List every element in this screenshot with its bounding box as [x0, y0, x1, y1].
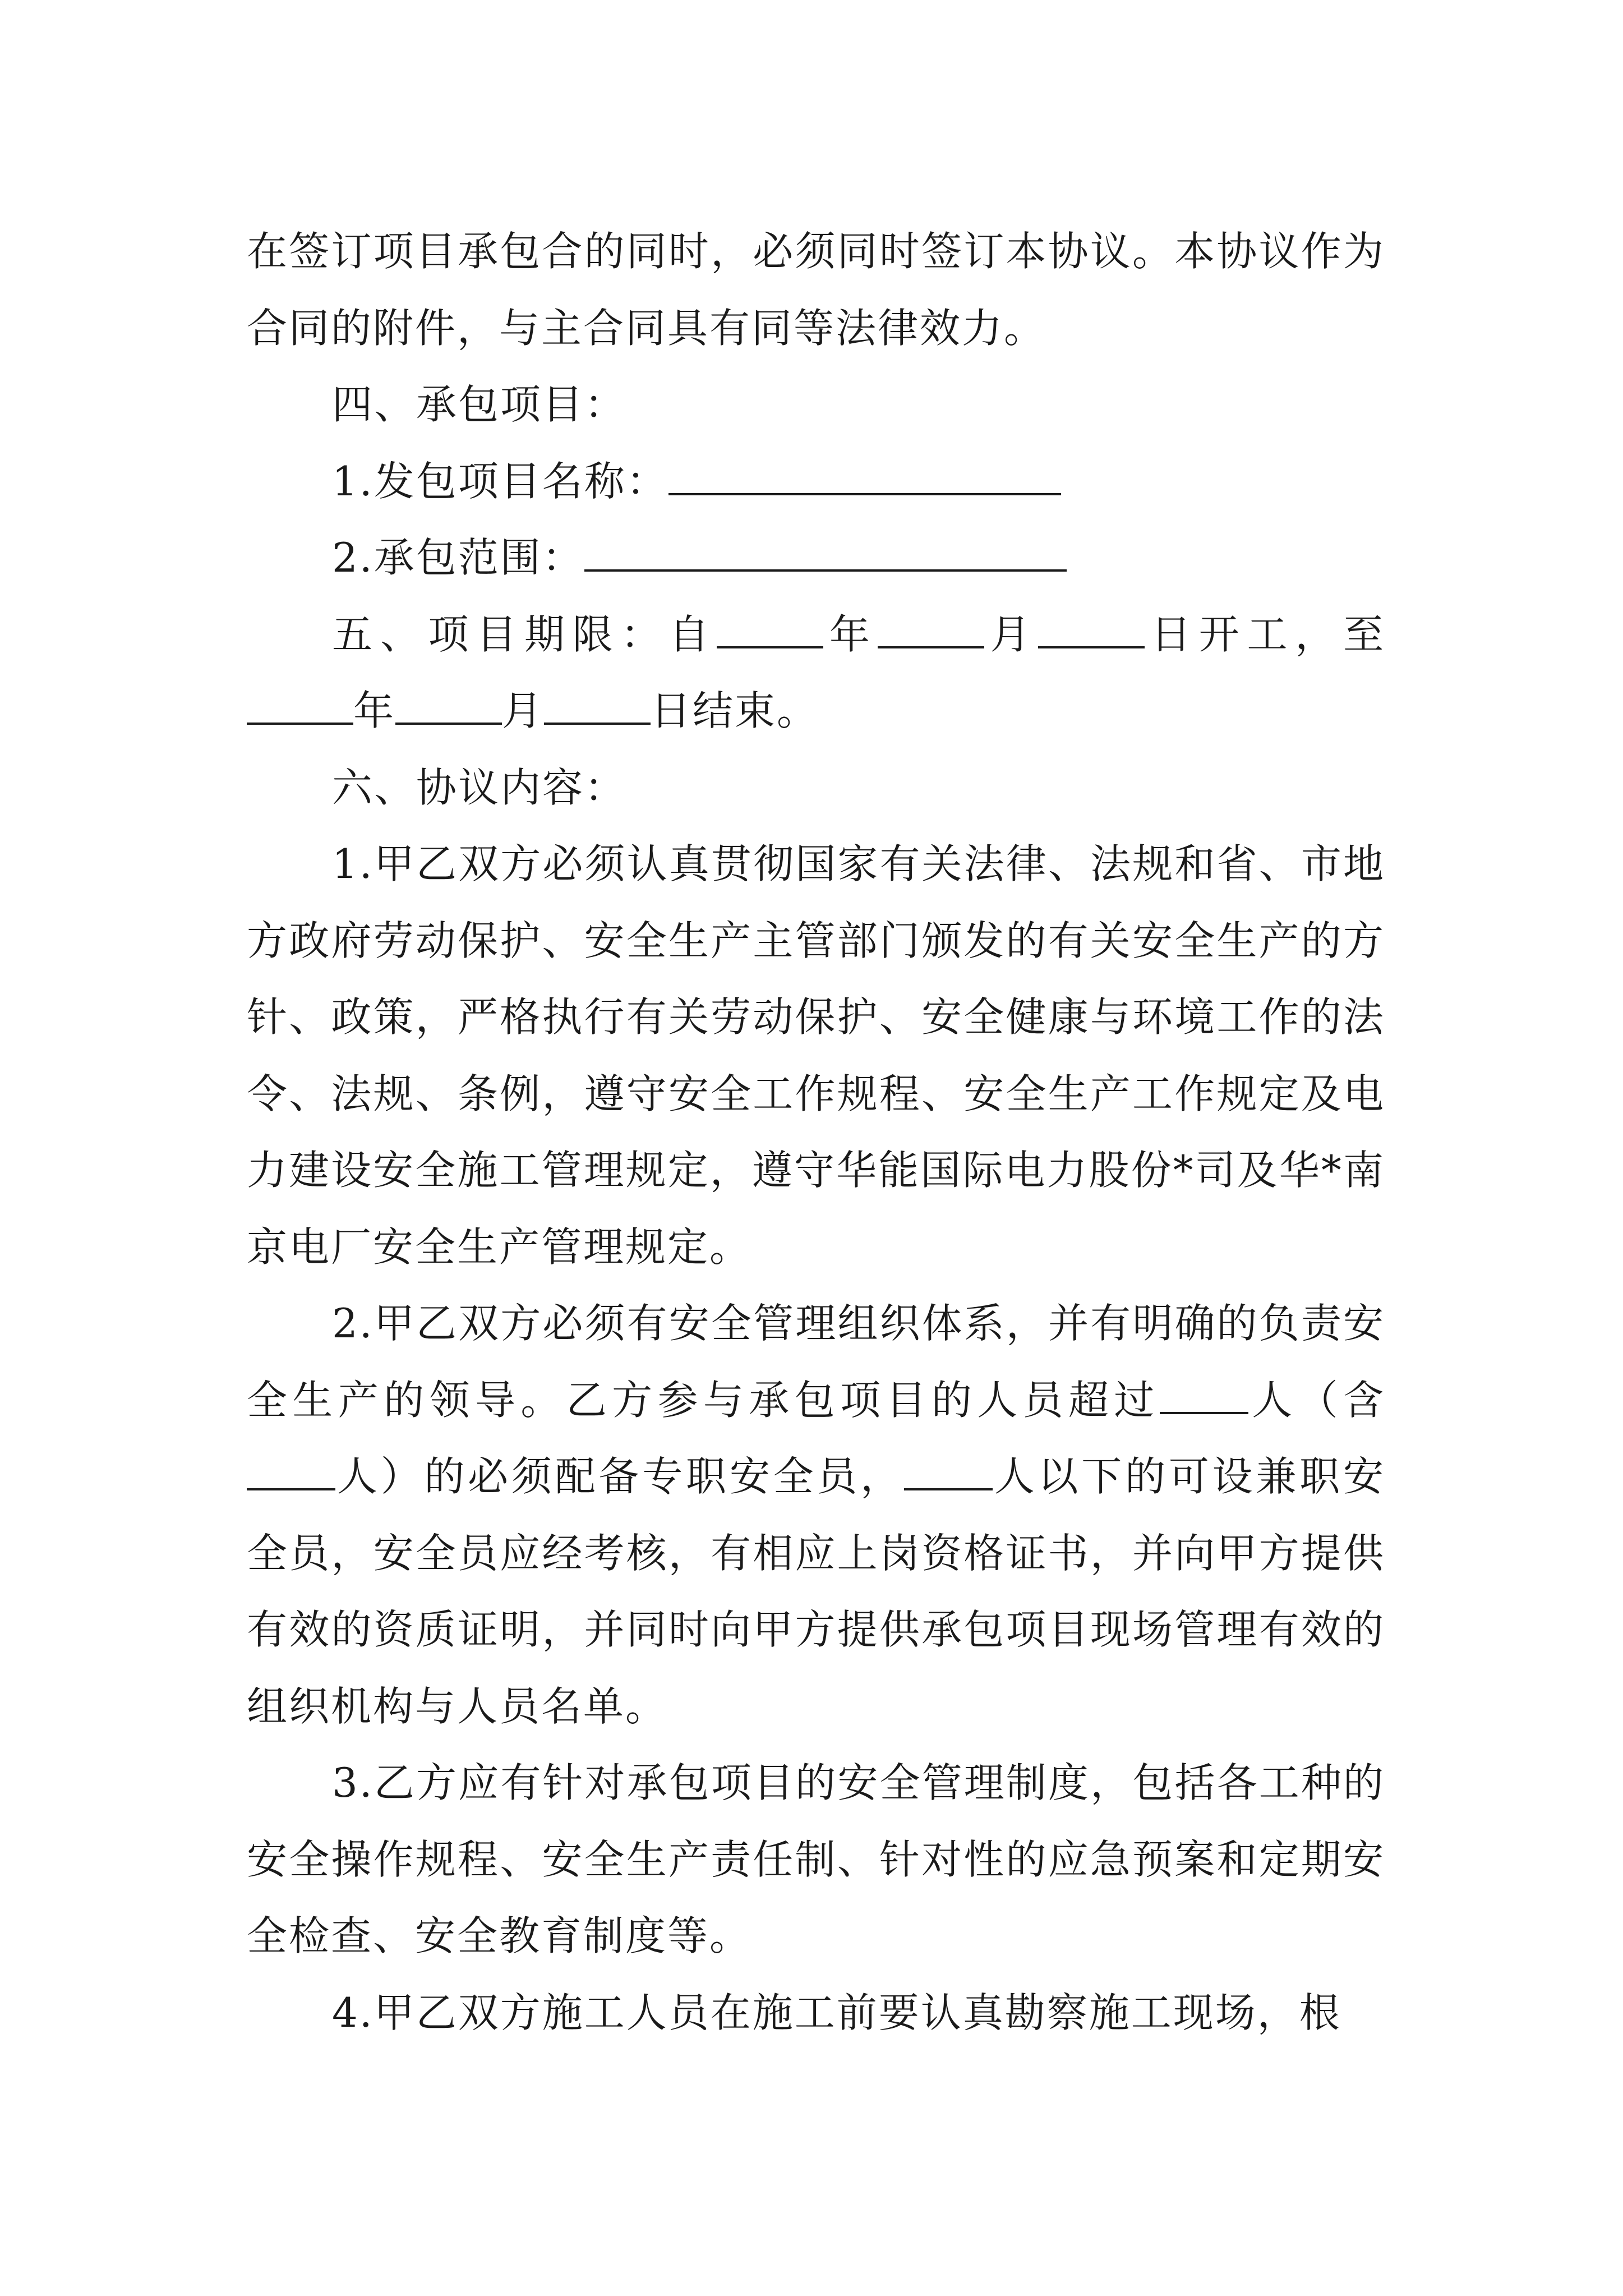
period-start-label: 五、项目期限：自 [332, 610, 717, 658]
paragraph-clause-3: 3.乙方应有针对承包项目的安全管理制度，包括各工种的安全操作规程、安全生产责任制、针对性的应急预案和定期安全检查、安全教育制度等。 [247, 1759, 1385, 1959]
start-month-blank[interactable] [878, 608, 984, 648]
end-year-blank[interactable] [247, 684, 353, 725]
end-work-label: 日结束。 [651, 687, 819, 734]
contract-scope-label: 2.承包范围： [332, 534, 584, 581]
year-label-end: 年 [353, 687, 396, 734]
start-work-label: 日开工，至 [1145, 610, 1385, 658]
project-name-blank[interactable] [668, 454, 1061, 495]
heading-contract-project: 四、承包项目： [332, 381, 627, 428]
month-label-end: 月 [502, 687, 545, 734]
staff-below-blank[interactable] [904, 1450, 993, 1490]
contract-scope-blank[interactable] [584, 531, 1067, 572]
paragraph-clause-1: 1.甲乙双方必须认真贯彻国家有关法律、法规和省、市地方政府劳动保护、安全生产主管部门颁发的有关安全生产的方针、政策，严格执行有关劳动保护、安全健康与环境工作的法令、法规、条例，遵守安全工作规程、安全生产工作规定及电力建设安全施工管理规定，遵守华能国际电力股份*司及华*南京电厂安全生产管理规定。 [247, 840, 1385, 1271]
clause-2-part-c: 人）的必须配备专职安全员， [335, 1453, 904, 1500]
start-year-blank[interactable] [717, 608, 823, 648]
staff-threshold-blank[interactable] [1160, 1373, 1248, 1414]
end-month-blank[interactable] [395, 684, 502, 725]
project-period-paragraph [247, 596, 1385, 749]
paragraph-clause-4: 4.甲乙双方施工人员在施工前要认真勘察施工现场，根 [332, 1989, 1341, 2036]
clause-2-part-b: 人（含 [1248, 1376, 1385, 1424]
contract-scope-line [247, 519, 1385, 596]
project-name-line [247, 443, 1385, 520]
staff-inclusive-blank[interactable] [247, 1450, 335, 1490]
year-label: 年 [823, 610, 878, 658]
start-day-blank[interactable] [1038, 608, 1145, 648]
paragraph-attachment-clause: 在签订项目承包合的同时，必须同时签订本协议。本协议作为合同的附件，与主合同具有同等法律效力。 [247, 228, 1385, 352]
project-name-label: 1.发包项目名称： [332, 457, 668, 505]
paragraph-clause-2 [247, 1285, 1385, 1745]
heading-agreement-content: 六、协议内容： [332, 763, 627, 811]
clause-2-part-a: 2.甲乙双方必须有安全管理组织体系，并有明确的负责安全生产的领导。乙方参与承包项目的人员超过 [247, 1300, 1385, 1424]
end-day-blank[interactable] [544, 684, 651, 725]
month-label: 月 [984, 610, 1039, 658]
document-page [247, 213, 1385, 2051]
clause-2-part-d: 人以下的可设兼职安全员，安全员应经考核，有相应上岗资格证书，并向甲方提供有效的资质证明，并同时向甲方提供承包项目现场管理有效的组织机构与人员名单。 [247, 1453, 1385, 1730]
